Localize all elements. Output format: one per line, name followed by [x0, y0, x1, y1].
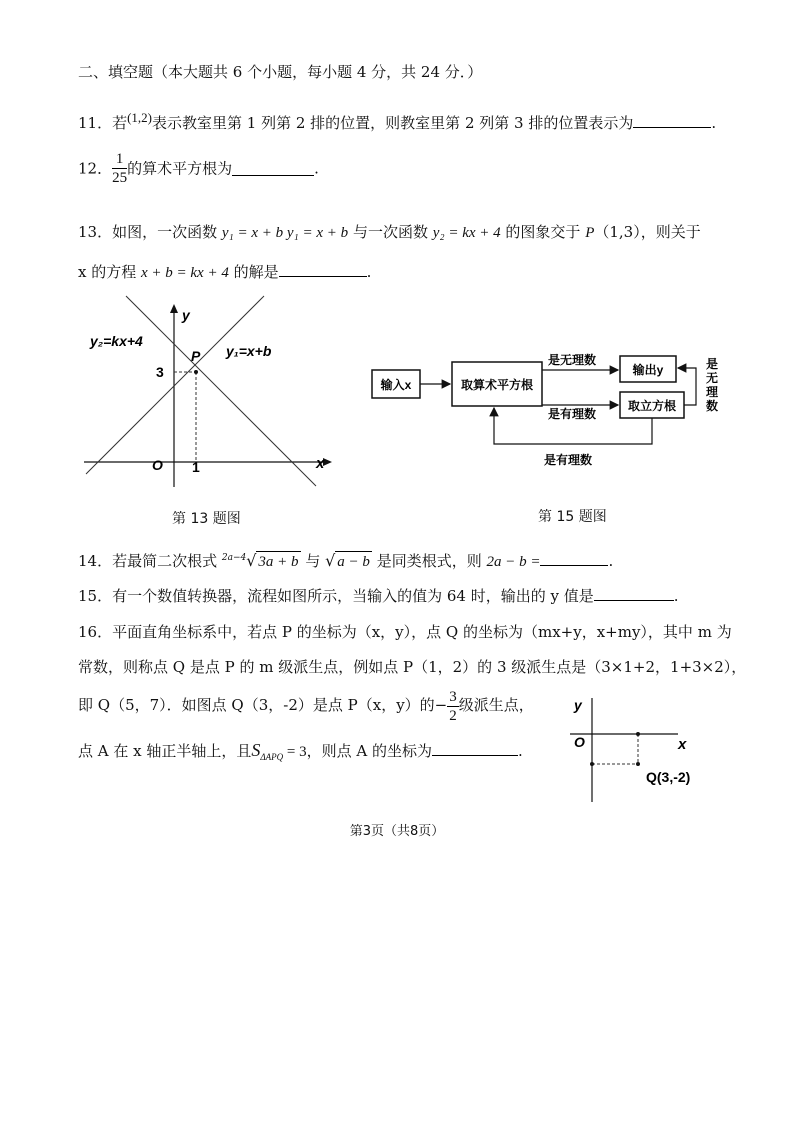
fig15-sqrt-label: 取算术平方根 — [460, 378, 534, 392]
fig15-label-rational-mid: 是有理数 — [548, 407, 597, 421]
q14-answer-blank[interactable] — [540, 551, 608, 566]
q12-fraction — [112, 150, 127, 187]
fig13-point-p — [194, 370, 198, 374]
fig13-x-arrow-icon — [323, 458, 332, 466]
q14-text-mid: 与 — [300, 552, 326, 570]
q13-text-d: （1,3），则关于 — [594, 223, 701, 241]
fig15-input-label: 输入x — [380, 378, 412, 392]
fig15-label-irrational-right: 是无理数 — [705, 357, 719, 413]
section-heading: 二、填空题（本大题共 6 个小题，每小题 4 分，共 24 分．） — [78, 63, 483, 81]
fig13-label-y1: y₁=x+b — [226, 343, 272, 359]
q16-fraction — [447, 688, 459, 725]
question-12 — [78, 150, 319, 187]
fig15-output-label: 输出y — [632, 363, 664, 377]
q11-coordinate: (1,2) — [127, 110, 153, 125]
question-11 — [78, 108, 716, 133]
question-14: 14．若最简二次根式 $^{2a-4}$√ 3a + b 与 √ a − b 是同类根式，则 2a − b = . — [78, 551, 614, 570]
fig15-label-rational-bottom: 是有理数 — [544, 453, 593, 467]
fig13-y-arrow-icon — [170, 304, 178, 313]
fig16-label-y: y — [574, 697, 582, 713]
q14-radicand-2: a − b — [335, 551, 372, 572]
q12-frac-den: 25 — [112, 170, 128, 186]
q13-line2-text-a: x 的方程 — [78, 263, 141, 281]
fig15-label-irrational-top: 是无理数 — [548, 353, 597, 367]
fig16-tick-point — [636, 732, 640, 736]
figure-13 — [76, 292, 346, 492]
q11-number: 11．若 — [78, 114, 128, 132]
q16-answer-blank[interactable] — [432, 741, 518, 756]
fig13-label-y: y — [182, 307, 190, 323]
question-13-line-1 — [78, 222, 701, 243]
q13-function-2: y₂ = kx + 4 — [432, 225, 501, 241]
q12-answer-blank[interactable] — [232, 161, 314, 176]
q13-point-p: P — [585, 225, 595, 241]
question-16-line-2: 常数，则称点 Q 是点 P 的 m 级派生点，例如点 P（1，2）的 3 级派生点是（3×1+2，1+3×2）， — [78, 658, 747, 676]
q16-area-symbol: S — [251, 740, 261, 760]
q16-frac-den: 2 — [449, 707, 457, 724]
page-footer: 第3页（共8页） — [349, 824, 445, 839]
q14-period: . — [608, 552, 614, 570]
q13-text-a: 13．如图，一次函数 — [78, 223, 222, 241]
q11-text: 表示教室里第 1 列第 2 排的位置，则教室里第 2 列第 3 排的位置表示为 — [152, 114, 634, 132]
q16-line3-text-a: 即 Q（5，7）．如图点 Q（3，-2）是点 P（x，y）的 — [78, 696, 435, 714]
fig13-label-p: P — [191, 348, 201, 364]
q14-expression: 2a − b = — [486, 554, 541, 570]
fig13-label-x: x — [316, 455, 325, 472]
q11-answer-blank[interactable] — [633, 113, 711, 128]
fig13-caption: 第 13 题图 — [172, 511, 241, 527]
q11-period: . — [711, 114, 717, 132]
fig13-line-y1 — [86, 296, 264, 474]
fig13-label-o: O — [152, 457, 163, 473]
q12-text: 的算术平方根为 — [127, 159, 233, 178]
q16-area-subscript: ΔAPQ — [260, 752, 284, 762]
q12-frac-num: 1 — [112, 150, 127, 169]
q16-line3-text-b: 级派生点， — [458, 696, 534, 714]
q16-frac-num: 3 — [449, 688, 457, 705]
figure-15-flowchart — [366, 346, 736, 472]
q12-number: 12． — [78, 159, 113, 178]
fig16-label-q: Q(3,-2) — [646, 769, 691, 785]
fig13-label-y2: y₂=kx+4 — [90, 333, 143, 349]
q14-text-b: 是同类根式，则 — [371, 552, 487, 570]
q16-period: . — [518, 742, 523, 760]
q13-line2-text-b: 的解是 — [228, 263, 279, 281]
q16-area-value: = 3 — [283, 744, 307, 760]
q13-function-1: y₁ = x + b y₁ = x + b — [221, 225, 349, 241]
fig16-label-o: O — [574, 734, 585, 750]
q14-root-index: 2a−4 — [221, 553, 247, 563]
question-15 — [78, 586, 679, 606]
q13-text-c: 的图象交于 — [500, 223, 586, 241]
question-13-line-2 — [78, 262, 371, 283]
q16-line4-text-b: ，则点 A 的坐标为 — [306, 742, 432, 760]
fig16-point-q — [636, 762, 640, 766]
q14-radicand-1: 3a + b — [256, 551, 300, 572]
fig16-y-tick-point — [590, 762, 594, 766]
q13-answer-blank[interactable] — [279, 262, 367, 277]
q15-text: 15．有一个数值转换器，流程如图所示，当输入的值为 64 时，输出的 y 值是 — [78, 587, 594, 605]
q15-answer-blank[interactable] — [594, 586, 674, 601]
fig16-label-x: x — [678, 736, 687, 753]
figure-16 — [562, 694, 712, 806]
q14-text-a: 14．若最简二次根式 — [78, 552, 222, 570]
q12-period: . — [314, 159, 319, 178]
fig13-label-1: 1 — [192, 459, 200, 475]
q13-period: . — [366, 263, 372, 281]
question-16-line-3 — [78, 686, 534, 725]
q16-line4-text-a: 点 A 在 x 轴正半轴上，且 — [78, 742, 252, 760]
q16-minus-sign: − — [434, 696, 448, 714]
question-16-line-4 — [78, 740, 523, 767]
q13-equation: x + b = kx + 4 — [141, 265, 229, 281]
q13-text-b: 与一次函数 — [348, 223, 433, 241]
fig15-caption: 第 15 题图 — [538, 509, 607, 525]
fig15-cube-label: 取立方根 — [627, 399, 677, 413]
q15-period: . — [673, 587, 679, 605]
fig13-label-3: 3 — [156, 364, 164, 380]
question-16-line-1: 16．平面直角坐标系中，若点 P 的坐标为（x，y），点 Q 的坐标为（mx+y，x+my），其中 m 为 — [78, 623, 732, 641]
